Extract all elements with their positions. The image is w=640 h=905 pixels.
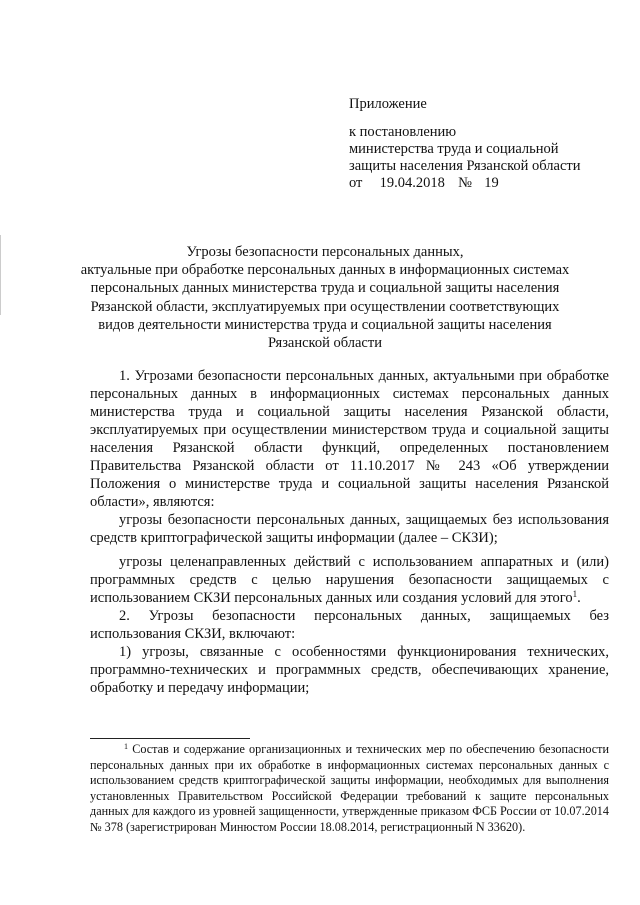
document-body <box>90 367 609 697</box>
appendix-ministry-line1: министерства труда и социальной <box>349 141 559 157</box>
paragraph-4: 2. Угрозы безопасности персональных данных, защищаемых без использования СКЗИ, включают: <box>90 608 609 642</box>
heading-line: Рязанской области, эксплуатируемых при осуществлении соответствующих <box>90 298 560 315</box>
footnote-divider <box>90 738 250 739</box>
appendix-ministry-line2: защиты населения Рязанской области <box>349 158 581 174</box>
appendix-from: от <box>349 175 363 191</box>
heading-line: персональных данных министерства труда и социальной защиты населения <box>90 280 560 297</box>
heading-line: видов деятельности министерства труда и социальной защиты населения <box>98 316 552 333</box>
document-heading <box>70 243 580 352</box>
appendix-number-sign: № <box>458 175 472 191</box>
paragraph-3-end: . <box>577 590 581 606</box>
paragraph-3-text: угрозы целенаправленных действий с использованием аппаратных и (или) программных средств с целью нарушения безопасности защищаемых с использованием СКЗИ персональных данных или создания условий для этого <box>90 554 609 606</box>
heading-line: Угрозы безопасности персональных данных, <box>186 244 464 260</box>
paragraph-3 <box>90 553 609 607</box>
heading-line: актуальные при обработке персональных данных в информационных системах <box>80 262 570 279</box>
appendix-to: к постановлению <box>349 124 457 140</box>
heading-line: Рязанской области <box>268 335 382 352</box>
appendix-date: 19.04.2018 <box>379 175 445 191</box>
appendix-title: Приложение <box>349 96 427 112</box>
footnote-reference: 1 <box>572 589 578 599</box>
paragraph-5: 1) угрозы, связанные с особенностями функционирования технических, программно-технических и программных средств, обеспечивающих хранение, обработку и передачу информации; <box>90 644 609 696</box>
appendix-number: 19 <box>484 175 499 191</box>
footnote-marker: 1 <box>124 742 128 751</box>
footnote <box>90 742 609 836</box>
paragraph-1: 1. Угрозами безопасности персональных данных, актуальными при обработке персональных данных в информационных системах персональных данных министерства труда и социальной защиты населения Рязанской области, эксплуатируемых при осуществлении министерством труда и социальной защиты населения Рязанской области функций, определенных постановлением Правительства Рязанской области от 11.10.2017 № 243 «Об утверждении Положения о министерстве труда и социальной защиты населения Рязанской области», являются: <box>90 368 609 510</box>
appendix-block <box>349 96 580 192</box>
footnote-text: Состав и содержание организационных и технических мер по обеспечению безопасности персональных данных при их обработке в информационных системах персональных данных с использованием средств криптографической защиты информации, необходимых для выполнения установленных Правительством Российской Федерации требований к защите персональных данных для каждого из уровней защищенности, утвержденные приказом ФСБ России от 10.07.2014 № 378 (зарегистрирован Минюстом России 18.08.2014, регистрационный N 33620). <box>90 742 609 834</box>
scan-margin-mark <box>0 235 4 315</box>
appendix-date-line <box>349 175 580 192</box>
paragraph-2: угрозы безопасности персональных данных, защищаемых без использования средств криптографической защиты информации (далее – СКЗИ); <box>90 512 609 546</box>
